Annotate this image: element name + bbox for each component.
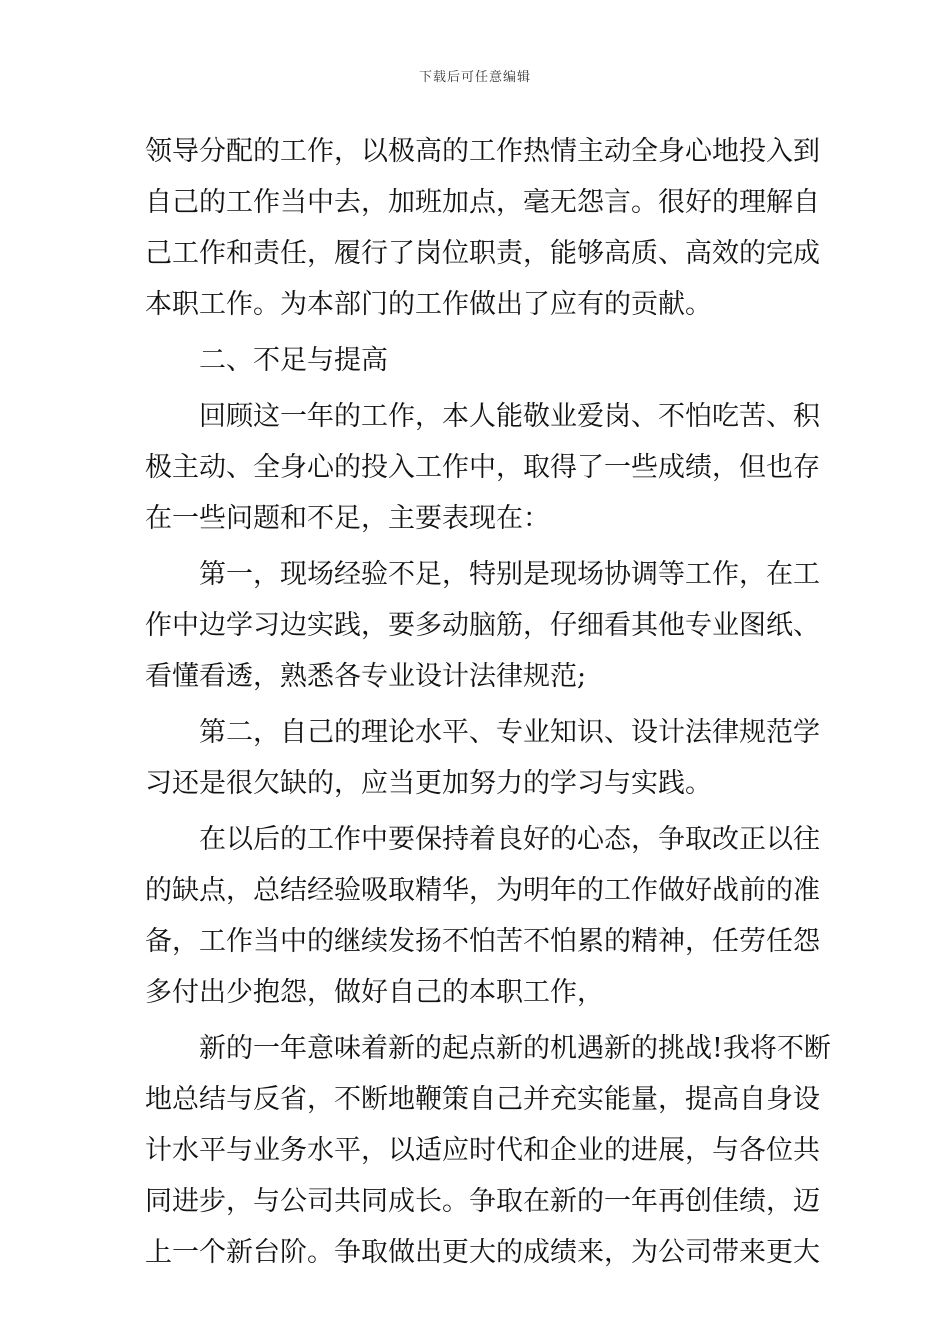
text-line: 在一些问题和不足，主要表现在： bbox=[145, 503, 550, 534]
text-line: 多付出少抱怨，做好自己的本职工作， bbox=[145, 977, 604, 1008]
text-line: 己工作和责任，履行了岗位职责，能够高质、高效的完成 bbox=[145, 238, 820, 269]
text-line: 计水平与业务水平，以适应时代和企业的进展，与各位共 bbox=[145, 1135, 820, 1166]
section-heading: 二、不足与提高 bbox=[199, 345, 388, 376]
header-note: 下载后可任意编辑 bbox=[418, 70, 531, 85]
text-line: 极主动、全身心的投入工作中，取得了一些成绩，但也存 bbox=[145, 452, 820, 483]
text-line: 的缺点，总结经验吸取精华，为明年的工作做好战前的准 bbox=[145, 875, 820, 906]
text-line: 自己的工作当中去，加班加点，毫无怨言。很好的理解自 bbox=[145, 187, 820, 218]
text-line: 领导分配的工作，以极高的工作热情主动全身心地投入到 bbox=[145, 136, 820, 167]
text-line: 备，工作当中的继续发扬不怕苦不怕累的精神，任劳任怨 bbox=[145, 926, 820, 957]
text-line: 习还是很欠缺的，应当更加努力的学习与实践。 bbox=[145, 768, 712, 799]
text-line: 地总结与反省，不断地鞭策自己并充实能量，提高自身设 bbox=[145, 1084, 820, 1115]
text-line: 新的一年意味着新的起点新的机遇新的挑战!我将不断 bbox=[199, 1033, 831, 1064]
document-body bbox=[145, 126, 831, 1278]
text-line: 回顾这一年的工作，本人能敬业爱岗、不怕吃苦、积 bbox=[199, 401, 820, 432]
text-line: 上一个新台阶。争取做出更大的成绩来，为公司带来更大 bbox=[145, 1237, 820, 1268]
text-line: 在以后的工作中要保持着良好的心态，争取改正以往 bbox=[199, 824, 820, 855]
text-line: 作中边学习边实践，要多动脑筋，仔细看其他专业图纸、 bbox=[145, 610, 820, 641]
text-line: 第二，自己的理论水平、专业知识、设计法律规范学 bbox=[199, 717, 820, 748]
text-line: 看懂看透，熟悉各专业设计法律规范; bbox=[145, 661, 587, 692]
text-line: 同进步，与公司共同成长。争取在新的一年再创佳绩，迈 bbox=[145, 1186, 820, 1217]
text-line: 第一，现场经验不足，特别是现场协调等工作，在工 bbox=[199, 559, 820, 590]
text-line: 本职工作。为本部门的工作做出了应有的贡献。 bbox=[145, 289, 712, 320]
